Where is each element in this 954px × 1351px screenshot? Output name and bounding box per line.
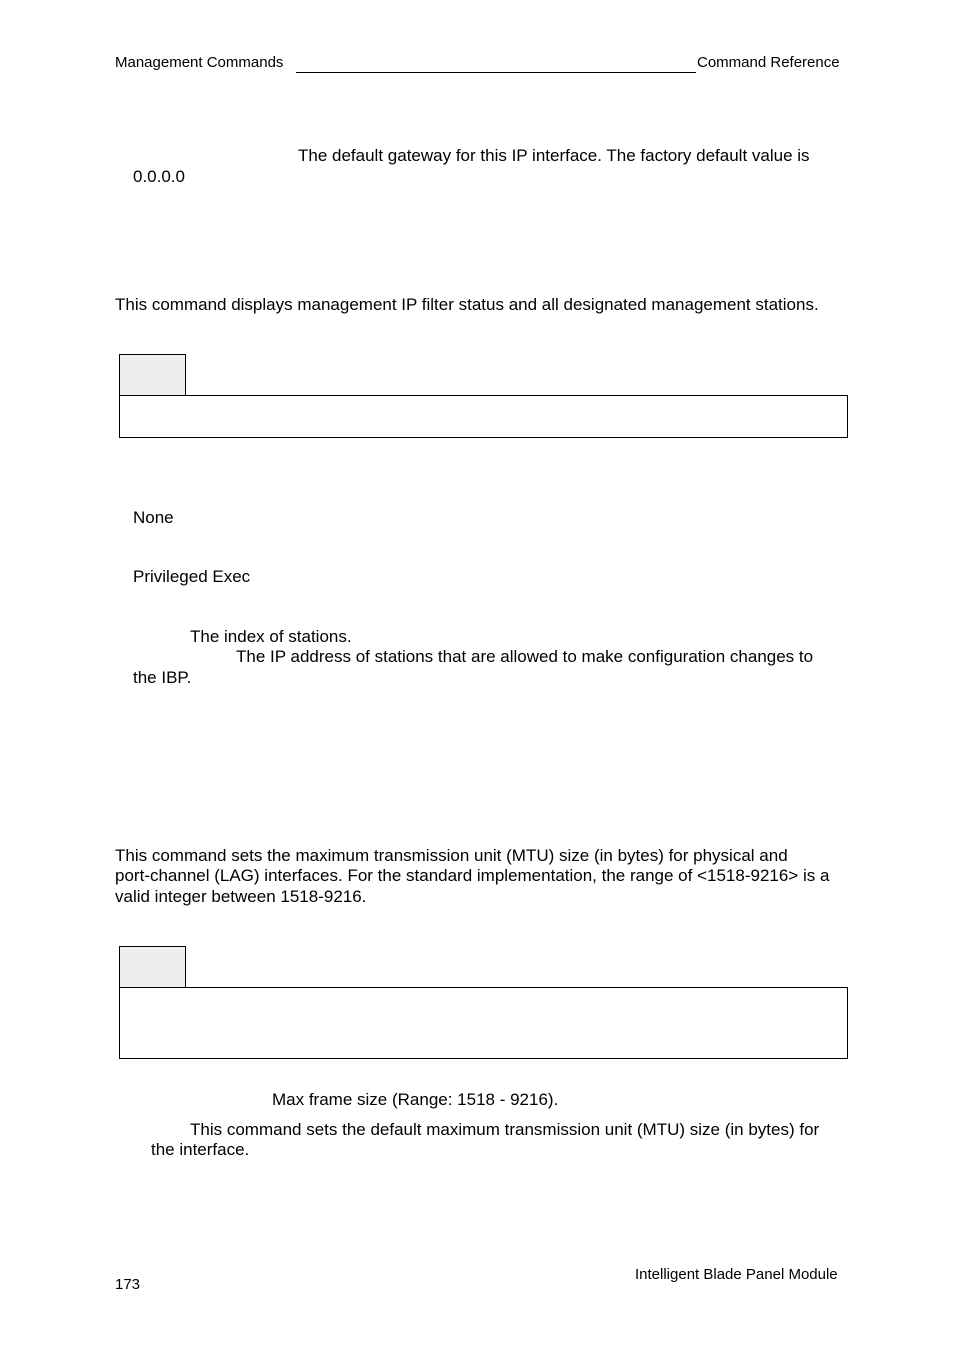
footer-product-name: Intelligent Blade Panel Module bbox=[635, 1266, 838, 1283]
syntax-tab bbox=[119, 354, 186, 395]
page-number: 173 bbox=[115, 1276, 141, 1293]
gateway-description: The default gateway for this IP interface. The factory default value is bbox=[298, 146, 810, 165]
index-field-description: The index of stations. bbox=[190, 627, 352, 646]
mtu-description-line1: This command sets the maximum transmission unit (MTU) size (in bytes) for physical and bbox=[115, 846, 788, 865]
mtu-syntax-tab bbox=[119, 946, 186, 987]
mtu-description-line3: valid integer between 1518-9216. bbox=[115, 887, 367, 906]
header-left: Management Commands bbox=[115, 54, 284, 71]
header-right: Command Reference bbox=[697, 54, 840, 71]
mtu-syntax-box bbox=[119, 987, 848, 1059]
ip-field-description-cont: the IBP. bbox=[133, 668, 192, 687]
mtu-no-form-description: This command sets the default maximum transmission unit (MTU) size (in bytes) for bbox=[190, 1120, 820, 1139]
mtu-description-line2: port-channel (LAG) interfaces. For the standard implementation, the range of <1518-9216> is a bbox=[115, 866, 830, 885]
filter-command-mode: Privileged Exec bbox=[133, 567, 251, 586]
ip-field-description: The IP address of stations that are allowed to make configuration changes to bbox=[236, 647, 814, 666]
mtu-parameter-description: Max frame size (Range: 1518 - 9216). bbox=[272, 1090, 559, 1109]
gateway-default-value: 0.0.0.0 bbox=[133, 167, 185, 186]
filter-default-value: None bbox=[133, 508, 174, 527]
filter-command-description: This command displays management IP filter status and all designated management stations. bbox=[115, 295, 819, 314]
mtu-no-form-description-cont: the interface. bbox=[151, 1140, 250, 1159]
syntax-box bbox=[119, 395, 848, 438]
header-rule bbox=[296, 72, 696, 73]
